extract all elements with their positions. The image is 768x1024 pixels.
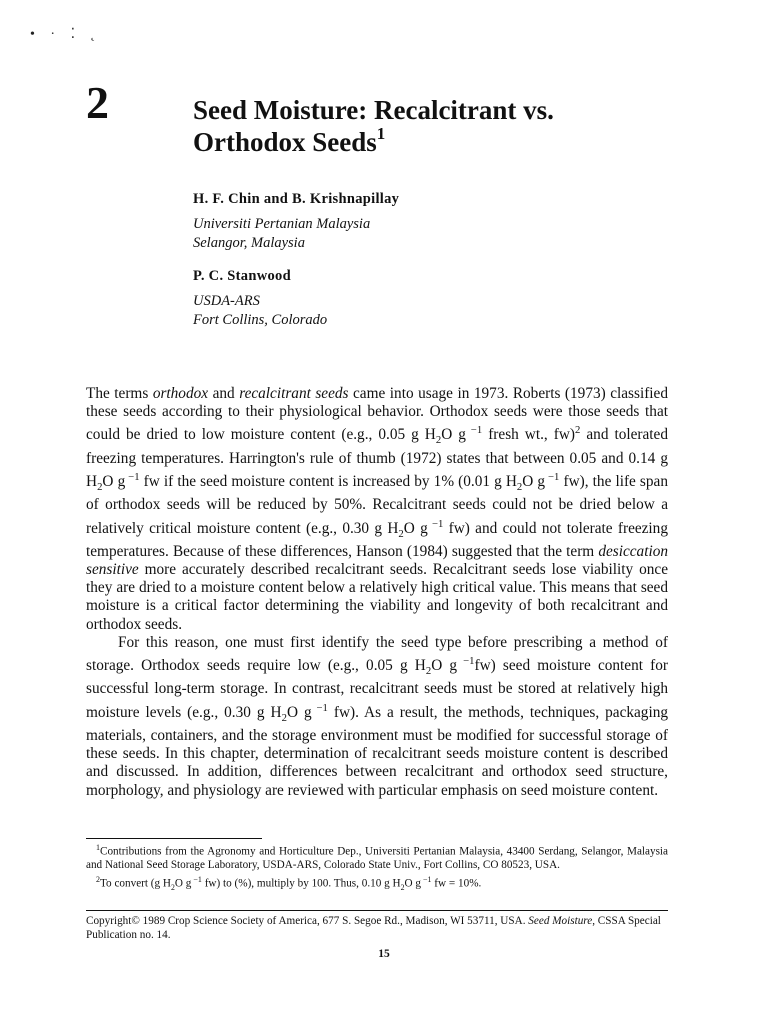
affiliation-2-line-2: Fort Collins, Colorado [193, 312, 328, 328]
copyright-notice: Copyright© 1989 Crop Science Society of America, 677 S. Segoe Rd., Madison, WI 53711, USA. Seed Moisture, CSSA Special Publication no. 14. [86, 915, 661, 941]
chapter-title [193, 94, 713, 158]
footnote-divider [86, 838, 262, 839]
copyright-divider [86, 910, 668, 911]
title-line-1: Seed Moisture: Recalcitrant vs. [193, 95, 554, 125]
chapter-number: 2 [86, 77, 109, 128]
author-block [193, 190, 399, 330]
term-orthodox: orthodox [152, 385, 209, 402]
affiliation-1-line-2: Selangor, Malaysia [193, 235, 305, 251]
affiliation-2-line-1: USDA-ARS [193, 293, 260, 309]
scan-specks: • · ⁚ ˛ [30, 27, 102, 42]
footnote-1: $^1$Contributions from the Agronomy and Horticulture Dep., Universiti Pertanian Malaysia, 43400 Serdang, Selangor, Malaysia and National Seed Storage Laboratory, USDA-ARS, Colorado State Univ., Fort Collins, CO 80523, USA. [86, 843, 668, 872]
affiliation-1-line-1: Universiti Pertanian Malaysia [193, 216, 371, 232]
footnote-ref-2: 2 [575, 424, 581, 437]
title-footnote-mark: 1 [376, 124, 386, 143]
paragraph-2: For this reason, one must first identify the seed type before prescribing a method of storage. Orthodox seeds require low (e.g., 0.05 g $H_2O$ g $^{-1}$fw) seed moisture content for successful long-term storage. In contrast, recalcitrant seeds must be stored at relatively high moisture levels (e.g., 0.30 g $H_2O$ g $^{-1}$ fw). As a result, the methods, techniques, packaging materials, containers, and the storage environment must be modified for successful storage of these seeds. In this chapter, determination of recalcitrant seeds moisture content is described and discussed. In addition, differences between recalcitrant and orthodox seed structure, morphology, and physiology are reviewed with particular emphasis on seed moisture content. [86, 633, 668, 799]
footnote-2: $^2$To convert (g $H_2O$ g $^{-1}$ fw) to (%), multiply by 100. Thus, 0.10 g $H_2O$ g $^{-1}$ fw = 10%. [96, 874, 482, 892]
author-names-2: P. C. Stanwood [193, 268, 291, 284]
paragraph-1: The terms orthodox and recalcitrant seeds came into usage in 1973. Roberts (1973) classified these seeds according to their physiological behavior. Orthodox seeds were those seeds that could be dried to low moisture content (e.g., 0.05 g $H_2O$ g $^{-1}$ fresh wt., fw)$^2$ and tolerated freezing temperatures. Harrington's rule of thumb (1972) states that between 0.05 and 0.14 g $H_2O$ g $^{-1}$ fw if the seed moisture content is increased by 1% (0.01 g $H_2O$ g $^{-1}$ fw), the life span of orthodox seeds will be reduced by 50%. Recalcitrant seeds could not be dried below a relatively critical moisture content (e.g., 0.30 g $H_2O$ g $^{-1}$ fw) and could not tolerate freezing temperatures. Because of these differences, Hanson (1984) suggested that the term desiccation sensitive more accurately described recalcitrant seeds. Recalcitrant seeds lose viability once they are dried to a moisture content below a relatively high critical value. This means that seed moisture is a critical factor determining the viability and longevity of both recalcitrant and orthodox seeds. [86, 385, 668, 633]
term-desiccation-sensitive: desiccation sensitive [86, 542, 668, 579]
author-names-1: H. F. Chin and B. Krishnapillay [193, 191, 400, 207]
page-number: 15 [378, 948, 390, 960]
footnotes [86, 841, 668, 894]
body-text [86, 385, 668, 800]
term-recalcitrant: recalcitrant seeds [239, 385, 349, 402]
title-line-2: Orthodox Seeds [193, 127, 377, 157]
